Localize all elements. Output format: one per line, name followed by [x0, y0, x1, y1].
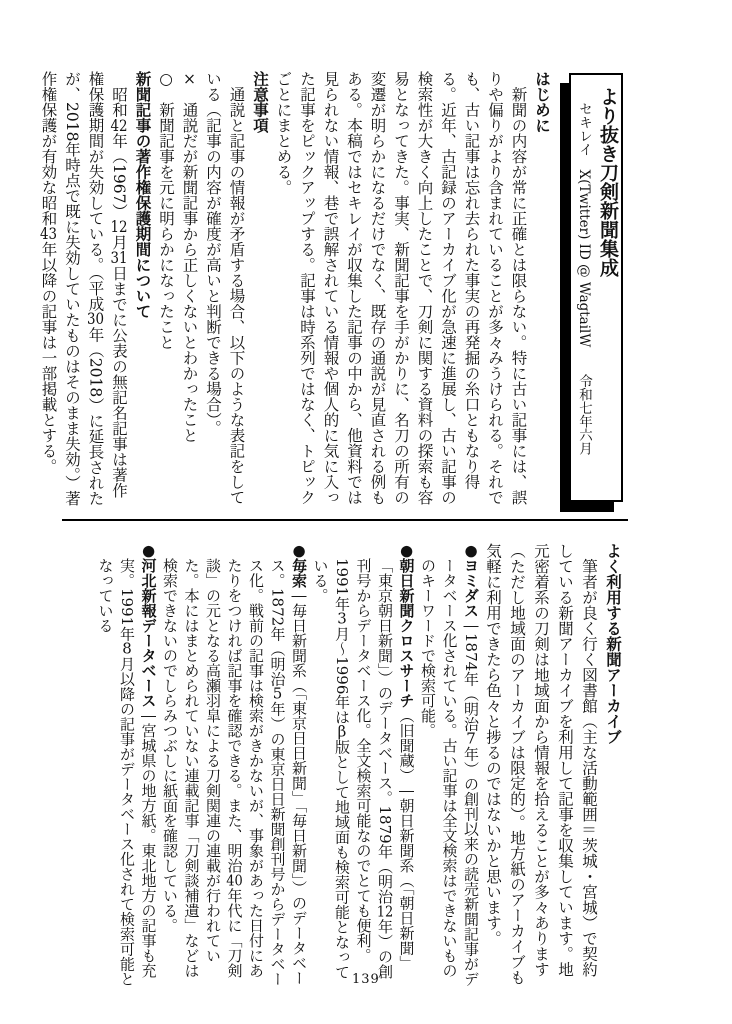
archive-description: ―1874年（明治7年）の創刊以来の読売新聞記事がデータベース化されている。古い記事は全文検索はできないもののキーワードで検索可能。 [419, 558, 480, 987]
archive-name: ヨミダス [462, 558, 480, 618]
section-heading-notes: 注意事項 [251, 71, 269, 133]
section-heading-copyright: 新聞記事の著作権保護期間について [133, 71, 152, 319]
title-box [569, 73, 623, 502]
archive-name: 河北新報データベース [139, 558, 158, 708]
archive-entry-yomidas [417, 543, 482, 988]
archive-entry-maisaku [159, 543, 310, 988]
bullet-icon: ● [292, 543, 306, 558]
archive-description: ―毎日新聞系（「東京日日新聞」「毎日新聞」）のデータベース。1872年（明治5年）の東京日日新聞創刊号からデータベース化。戦前の記事は検索がきかないが、事象があった日付にあたりをつければ記事を確認できる。また、明治40年代に「刀剣談」の元となる高瀬羽皐による刀剣関連の連載が行われていた。本にはまとめられていない連載記事「刀剣談補遺」などは検索できないのでしらみつぶしに紙面を確認している。 [161, 558, 308, 987]
archives-section [55, 543, 625, 988]
archive-name: 朝日新聞クロスサーチ [397, 558, 416, 708]
section-heading-archives: よく利用する新聞アーカイブ [604, 543, 622, 745]
archive-entry-asahi-cross-search [309, 543, 417, 988]
bullet-icon: ● [464, 543, 478, 558]
copyright-paragraph: 昭和42年（1967）12月31日までに公表の無記名記事は著作権保護期間が失効している。（平成30年（2018）に延長されたが、2018年時点で既に失効していたものはそのまま失効。）著作権保護が有効な昭和43年以降の記事は一部掲載とする。 [39, 71, 128, 506]
bullet-icon: ● [141, 543, 156, 558]
top-section [26, 71, 553, 511]
notes-paragraph: 通説と記事の情報が矛盾する場合、以下のような表記をしている（記事の内容が確度が高いと判断できる場合）。 [204, 71, 246, 505]
notes-item-incorrect: × 通説だが新聞記事から正しくないとわかったこと [180, 71, 199, 443]
bullet-icon: ● [399, 543, 414, 558]
section-heading-intro: はじめに [533, 71, 551, 133]
archive-list [94, 543, 481, 988]
archives-intro-paragraph: 筆者が良く行く図書館（主な活動範囲＝茨城・宮城）で契約している新聞アーカイブを利用して記事を収集しています。地元密着系の刀剣は地域面から情報を拾えることが多々あります（ただし地域面のアーカイブは限定的）。地方紙のアーカイブも気軽に利用できたら色々と捗るのではないかと思います。 [484, 543, 598, 985]
archive-description: ―宮城県の地方紙。東北地方の記事も充実。1991年8月以降の記事がデータベース化されて検索可能となっている [96, 558, 158, 987]
archive-name: 毎索 [290, 558, 308, 588]
section-divider [62, 519, 628, 521]
page-number: 139 [352, 972, 380, 987]
archive-description: （旧聞蔵）―朝日新聞系（「朝日新聞」「東京朝日新聞」）のデータベース。1879年（明治12年）の創刊号からデータベース化。全文検索可能なのでとても便利。1991年3月～1996年はβ版として地域面も検索可能となっている。 [311, 558, 416, 980]
document-title: より抜き刀剣新聞集成 [597, 87, 619, 277]
intro-paragraph: 新聞の内容が常に正確とは限らない。特に古い記事には、誤りや偏りがより含まれていることが多々みうけられる。それでも、古い記事は忘れ去られた事実の再発掘の糸口ともなり得る。近年、古記録のアーカイブ化が急速に進展し、古い記事の検索性が大きく向上したことで、刀剣に関する資料の探索も容易となってきた。事実、新聞記事を手がかりに、名刀の所有の変遷が明らかになるだけでなく、既存の通説が見直される例もある。本稿ではセキレイが収集した記事の中から、他資料では見られない情報、巷で誤解されている情報や個人的に気に入った記事をピックアップする。記事は時系列ではなく、トピックごとにまとめる。 [274, 71, 528, 505]
document-byline: セキレイ X(Twitter) ID @ WagtailW 令和七年六月 [576, 102, 592, 456]
archive-entry-kahoku-shimpo [94, 543, 159, 988]
notes-item-clarified: ○ 新聞記事を元に明らかになったこと [157, 71, 175, 350]
